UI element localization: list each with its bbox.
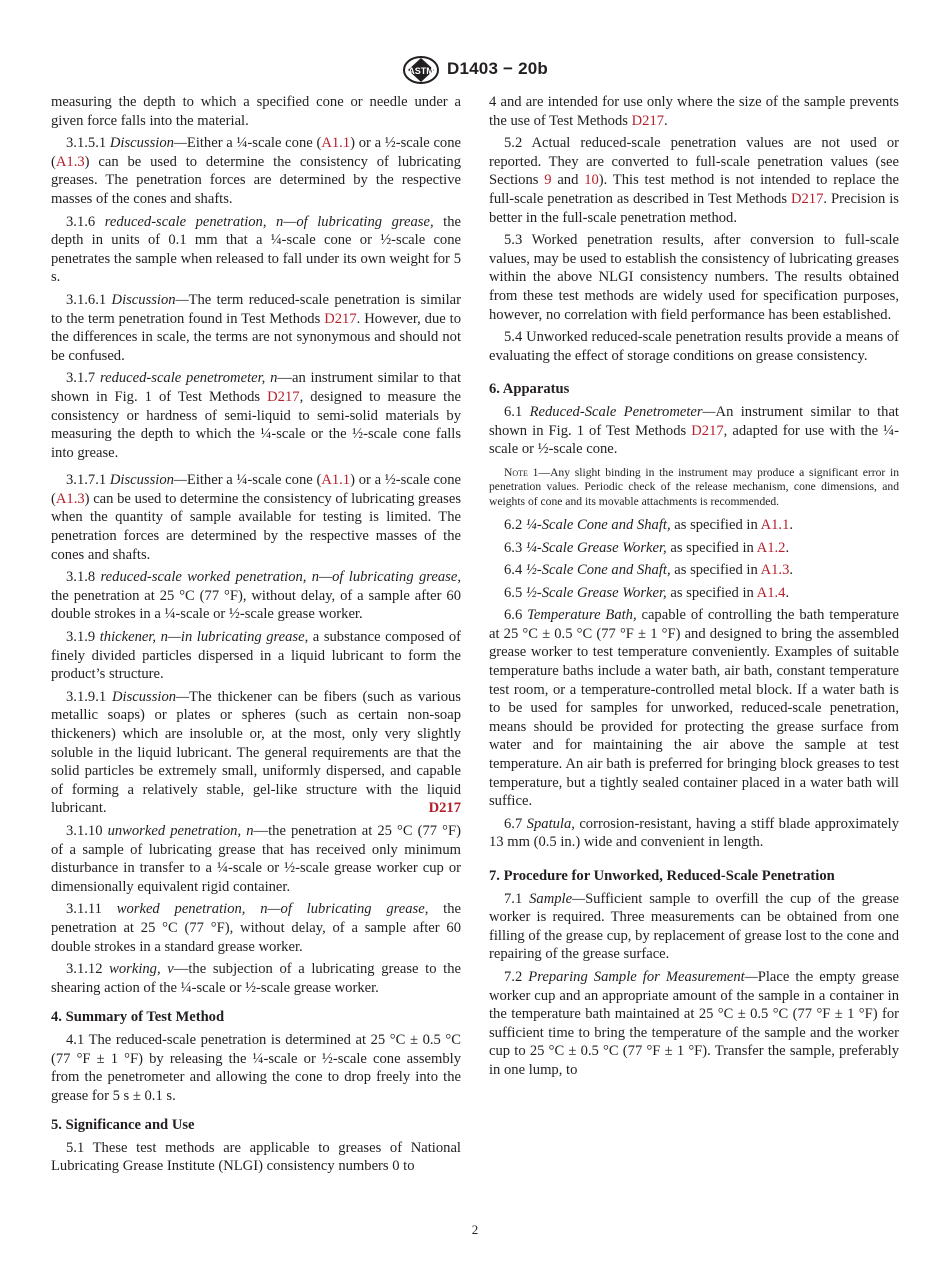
- section-3-1-6-1: 3.1.6.1 Discussion—The term reduced-scale penetration is similar to the term penetration found in Test Methods D217. However, due to the differences in scale, the terms are not synonymous and should not be confused.: [51, 291, 462, 364]
- section-3-1-10: 3.1.10 unworked penetration, n—the penetration at 25 °C (77 °F) of a sample of lubricating grease that has received only minimum disturbance in transfer to a ¼-scale or ½-scale grease worker cup or dimensionally equivalent rigid container.: [51, 822, 461, 895]
- section-6-5: 6.5 ½-Scale Grease Worker, as specified in A1.4.: [504, 584, 790, 601]
- ref-a1-2[interactable]: A1.2: [756, 539, 786, 556]
- section-5-1: 5.1 These test methods are applicable to greases of National Lubricating Grease Institute (NLGI) consistency numbers 0 to: [51, 1139, 461, 1175]
- section-3-1-9: 3.1.9 thickener, n—in lubricating grease, a substance composed of finely divided particles dispersed in a liquid lubricant to form the product’s structure.: [51, 629, 461, 683]
- ref-a1-3[interactable]: A1.3: [55, 153, 85, 170]
- section-3-1-11: 3.1.11 worked penetration, n—of lubricating grease, the penetration at 25 °C (77 °F), without delay, of a sample after 60 double strokes in a standard grease worker.: [51, 901, 461, 955]
- right-column: [489, 93, 899, 1080]
- section-3-1-9-1: 3.1.9.1 Discussion—The thickener can be fibers (such as various metallic soaps) or plates or spheres (such as certain non-soap thickeners) which are insoluble or, at the most, only very slightly soluble in the liquid lubricant. The general requirements are that the solid particles be extremely small, uniformly dispersed, and capable of forming a relatively stable, gel-like structure with the liquid lubricant. D217: [51, 688, 461, 817]
- section-6-1: 6.1 Reduced-Scale Penetrometer—An instrument similar to that shown in Fig. 1 of Test Methods D217, adapted for use with the ¼-scale or ½-scale cone.: [489, 403, 899, 458]
- heading-section-6: 6. Apparatus: [489, 381, 570, 398]
- ref-d217[interactable]: D217: [267, 388, 300, 405]
- section-6-4: 6.4 ½-Scale Cone and Shaft, as specified in A1.3.: [504, 562, 794, 579]
- ref-d217-trailing[interactable]: D217: [428, 800, 461, 817]
- section-6-7: 6.7 Spatula, corrosion-resistant, having a stiff blade approximately 13 mm (0.5 in.) wide and convenient in length.: [489, 815, 899, 851]
- heading-section-5: 5. Significance and Use: [51, 1117, 195, 1134]
- ref-a1-4[interactable]: A1.4: [756, 584, 786, 601]
- section-6-6: 6.6 Temperature Bath, capable of controlling the bath temperature at 25 °C ± 0.5 °C (77 °F ± 1 °F) and designed to bring the assembled grease worker to test temperature conveniently. Examples of suitable temperature baths include a water bath, air bath, constant temperature test room, or a temperature-controlled metal block. If a water bath is to be used for samples for unworked, reduced-scale penetration, means should be provided for protecting the grease surface from water and for maintaining the air above the sample at test temperature. An air bath is preferred for bringing block greases to test temperature, but a tightly sealed container placed in a water bath will suffice.: [489, 607, 899, 810]
- ref-d217[interactable]: D217: [691, 422, 724, 439]
- heading-section-4: 4. Summary of Test Method: [51, 1009, 225, 1026]
- ref-section-9[interactable]: 9: [544, 172, 552, 189]
- ref-d217[interactable]: D217: [631, 112, 665, 129]
- section-3-1-7: 3.1.7 reduced-scale penetrometer, n—an instrument similar to that shown in Fig. 1 of Test Methods D217, designed to measure the consistency or hardness of semi-liquid to semi-solid materials by measuring the depth to which the ¼-scale or the ½-scale cone falls into grease.: [51, 370, 462, 461]
- document-id: D1403 − 20b: [447, 59, 548, 78]
- page-header: [0, 55, 950, 87]
- section-3-1-8: 3.1.8 reduced-scale worked penetration, n—of lubricating grease, the penetration at 25 °C (77 °F), without delay, of a sample after 60 double strokes in a ¼-scale or ½-scale grease worker.: [51, 569, 461, 623]
- ref-a1-1[interactable]: A1.1: [321, 472, 351, 489]
- note-1: Note 1—Any slight binding in the instrument may produce a significant error in penetration values. Periodic check of the release mechanism, cone dimensions, and weights of cone and its movable attachments is recommended.: [489, 465, 900, 508]
- section-4-1: 4.1 The reduced-scale penetration is determined at 25 °C ± 0.5 °C (77 °F ± 1 °F) by releasing the ¼-scale or ½-scale cone assembly from the penetrometer and allowing the cone to drop freely into the grease for 5 s ± 0.1 s.: [51, 1031, 461, 1104]
- section-3-1-5-1: 3.1.5.1 Discussion—Either a ¼-scale cone (A1.1) or a ½-scale cone (A1.3) can be used to determine the consistency of lubricating greases. The penetration forces are determined by the respective masses of the cones and shafts.: [51, 135, 462, 207]
- section-7-2: 7.2 Preparing Sample for Measurement—Place the empty grease worker cup and an appropriate amount of the sample in a container in the temperature bath maintained at 25 °C ± 0.5 °C (77 °F ± 1 °F) for sufficient time to bring the temperature of the sample and the worker cup to 25 °C ± 0.5 °C (77 °F ± 1 °F). Transfer the sample, preferably in one lump, to: [489, 968, 900, 1078]
- section-5-4: 5.4 Unworked reduced-scale penetration results provide a means of evaluating the effect of storage conditions on grease consistency.: [489, 329, 899, 364]
- ref-a1-3[interactable]: A1.3: [55, 490, 85, 507]
- ref-a1-1[interactable]: A1.1: [760, 516, 790, 533]
- ref-a1-3[interactable]: A1.3: [760, 562, 790, 579]
- ref-d217[interactable]: D217: [324, 310, 357, 327]
- section-6-2: 6.2 ¼-Scale Cone and Shaft, as specified in A1.1.: [504, 516, 794, 533]
- astm-logo: [402, 55, 440, 85]
- heading-section-7: 7. Procedure for Unworked, Reduced-Scale Penetration: [489, 868, 835, 884]
- paragraph: 4 and are intended for use only where the size of the sample prevents the use of Test Methods D217.: [489, 94, 899, 129]
- section-3-1-7-1: 3.1.7.1 Discussion—Either a ¼-scale cone (A1.1) or a ½-scale cone (A1.3) can be used to determine the consistency of lubricating greases when the quantity of sample available for testing is limited. The penetration forces are determined by the respective masses of the cones and shafts.: [51, 472, 462, 563]
- logo-text: ASTM: [408, 66, 434, 76]
- section-3-1-12: 3.1.12 working, v—the subjection of a lubricating grease to the shearing action of the ¼-scale or ½-scale grease worker.: [51, 961, 461, 996]
- ref-section-10[interactable]: 10: [584, 172, 599, 189]
- ref-d217[interactable]: D217: [790, 190, 824, 207]
- section-6-3: 6.3 ¼-Scale Grease Worker, as specified in A1.2.: [504, 539, 790, 556]
- section-7-1: 7.1 Sample—Sufficient sample to overfill the cup of the grease worker is required. Three measurements can be obtained from one filling of the grease cup, by replacement of grease lost to the cone and repairing of the grease surface.: [489, 890, 899, 963]
- page-number: 2: [471, 1222, 479, 1237]
- section-3-1-6: 3.1.6 reduced-scale penetration, n—of lubricating grease, the depth in units of 0.1 mm that a ¼-scale cone or ½-scale cone penetrates the sample when released to fall under its own weight for 5 s.: [51, 213, 461, 286]
- section-5-2: 5.2 Actual reduced-scale penetration values are not used or reported. They are converted to full-scale penetration values (see Sections 9 and 10). This test method is not intended to replace the full-scale penetration as described in Test Methods D217. Precision is better in the full-scale penetration method.: [489, 135, 899, 226]
- left-column: [51, 93, 461, 1176]
- paragraph: measuring the depth to which a specified cone or needle under a given force falls into the material.: [51, 94, 461, 129]
- ref-a1-1[interactable]: A1.1: [321, 135, 351, 152]
- section-5-3: 5.3 Worked penetration results, after conversion to full-scale values, may be used to establish the consistency of lubricating greases within the above NLGI consistency numbers. The results obtained from these test methods are widely used for specification purposes, however, no correlation with field performance has been established.: [489, 232, 899, 323]
